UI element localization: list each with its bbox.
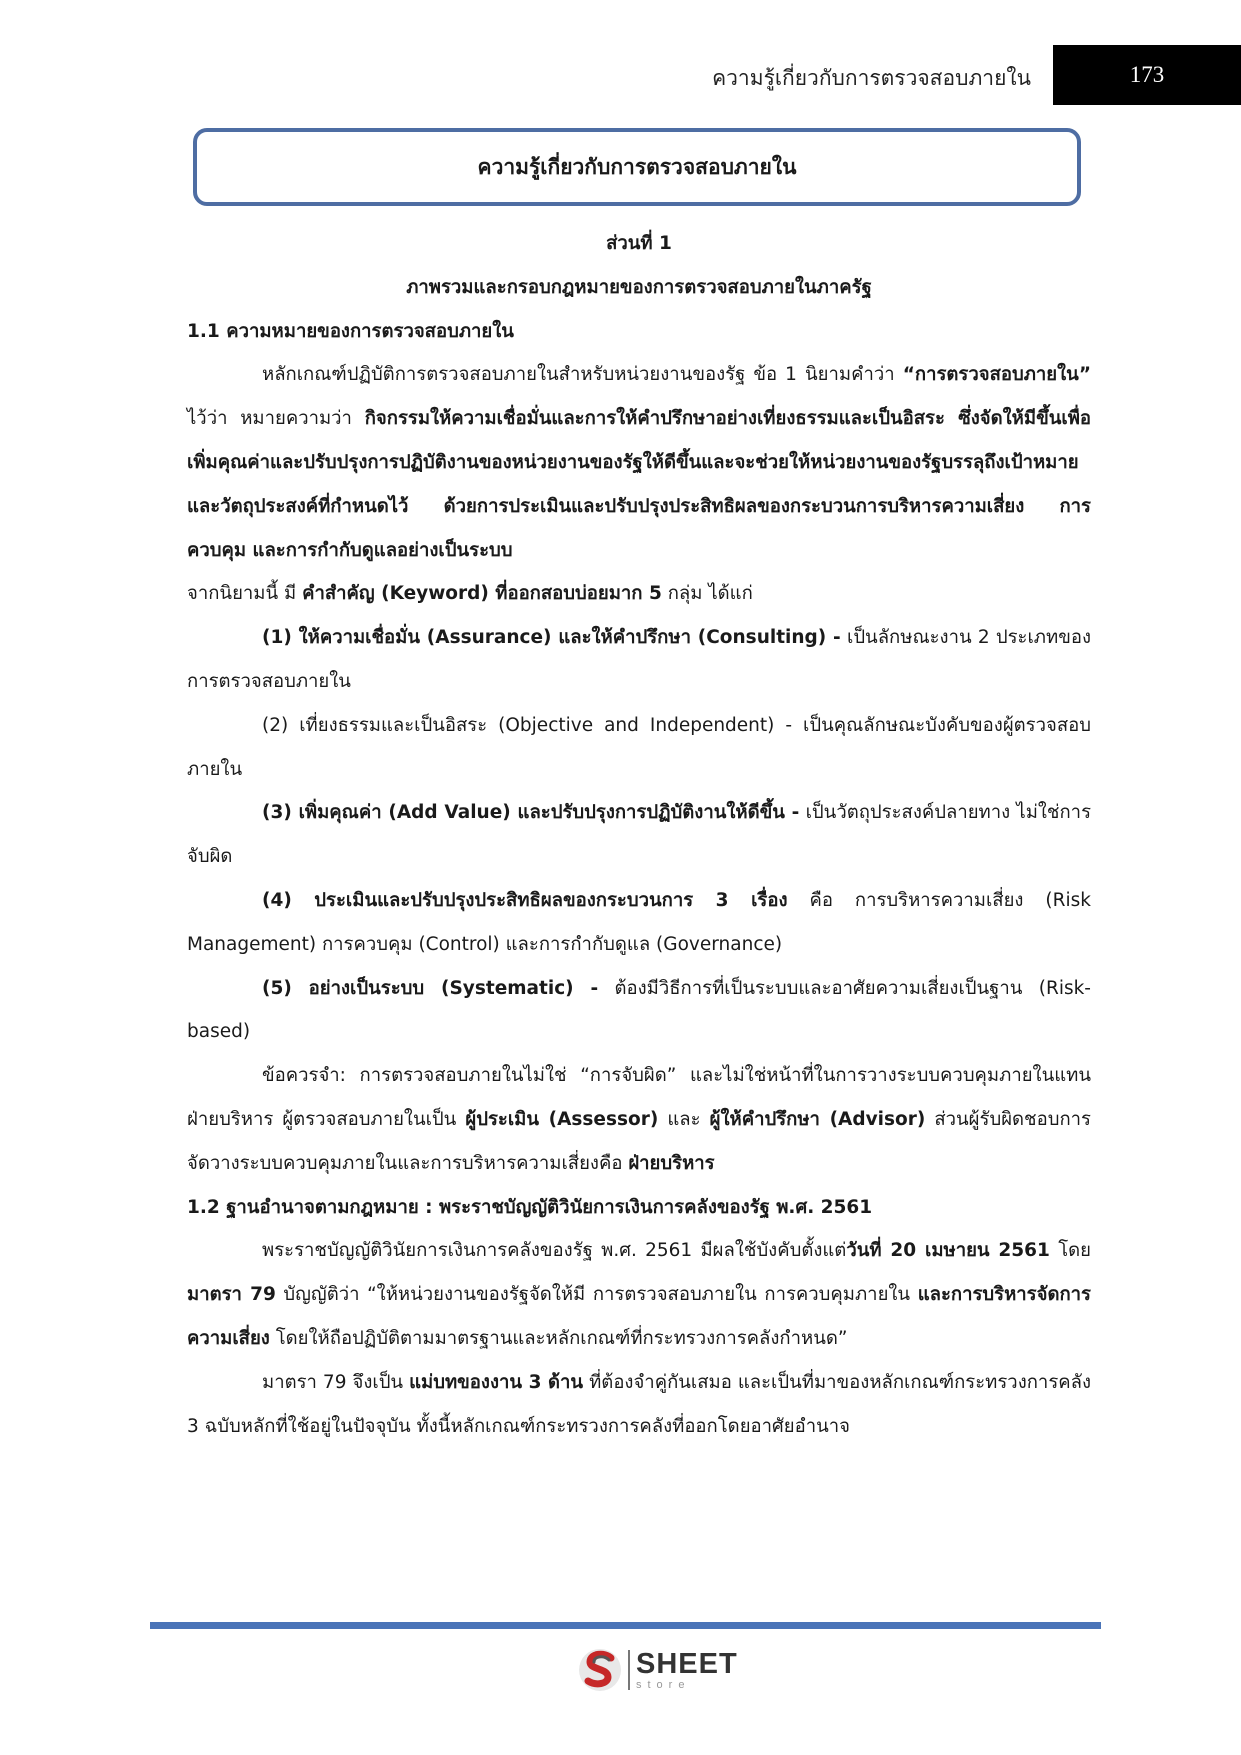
footer-divider (150, 1622, 1101, 1629)
keyword-2 (187, 704, 1091, 792)
page-number: 173 (1053, 45, 1241, 105)
logo-separator (628, 1650, 630, 1690)
text-span: จากนิยามนี้ มี (187, 583, 303, 605)
text-span: มาตรา 79 จึงเป็น (262, 1371, 410, 1393)
text-span: โดยให้ถือปฏิบัติตามมาตรฐานและหลักเกณฑ์ที่กระทรวงการคลังกำหนด” (269, 1327, 848, 1349)
document-body (187, 222, 1091, 1448)
keyword-intro (187, 572, 1091, 616)
bold-span: คำสำคัญ (Keyword) ที่ออกสอบบ่อยมาก 5 (302, 583, 662, 605)
title-box: ความรู้เกี่ยวกับการตรวจสอบภายใน (193, 128, 1081, 206)
bold-span: (4) ประเมินและปรับปรุงประสิทธิผลของกระบวนการ 3 เรื่อง (262, 889, 788, 911)
bold-span: (5) อย่างเป็นระบบ (Systematic) - (262, 977, 599, 999)
header-title: ความรู้เกี่ยวกับการตรวจสอบภายใน (712, 66, 1031, 90)
heading-1-2: 1.2 ฐานอำนาจตามกฎหมาย : พระราชบัญญัติวินัยการเงินการคลังของรัฐ พ.ศ. 2561 (187, 1196, 873, 1218)
text-span: ต้องมีวิธีการที่เป็นระบบและอาศัยความเสี่ยงเป็นฐาน (Risk-based) (187, 977, 1091, 1043)
text-span: (2) เที่ยงธรรมและเป็นอิสระ (Objective and Independent) - เป็นคุณลักษณะบังคับของผู้ตรวจสอบภายใน (187, 714, 1091, 780)
text-span: ไว้ว่า หมายความว่า (187, 408, 365, 430)
section-79-paragraph (187, 1361, 1091, 1449)
bold-span: และการบริหารจัดการความเสี่ยง (187, 1284, 1091, 1349)
s-logo-icon (578, 1646, 622, 1694)
text-span: และ (658, 1108, 710, 1130)
keyword-1 (187, 616, 1091, 704)
text-span: คือ การบริหารความเสี่ยง (Risk Management) การควบคุม (Control) และการกำกับดูแล (Governance) (187, 889, 1091, 955)
bold-span: วันที่ 20 เมษายน 2561 (846, 1240, 1050, 1262)
keyword-3 (187, 791, 1091, 879)
logo-main-text: SHEET (636, 1647, 738, 1680)
heading-1-1: 1.1 ความหมายของการตรวจสอบภายใน (187, 320, 514, 342)
bold-span: “การตรวจสอบภายใน” (902, 364, 1091, 386)
bold-span: (3) เพิ่มคุณค่า (Add Value) และปรับปรุงการปฏิบัติงานให้ดีขึ้น - (262, 802, 800, 824)
text-span: กลุ่ม ได้แก่ (661, 583, 753, 605)
bold-span: ฝ่ายบริหาร (628, 1152, 715, 1174)
text-span: เป็นลักษณะงาน 2 ประเภทของการตรวจสอบภายใน (187, 627, 1091, 692)
bold-span: ผู้ประเมิน (Assessor) (465, 1108, 659, 1130)
keyword-4 (187, 879, 1091, 967)
bold-span: แม่บทของงาน 3 ด้าน (409, 1371, 584, 1393)
bold-span: ผู้ให้คำปรึกษา (Advisor) (709, 1108, 926, 1130)
text-span: บัญญัติว่า “ให้หน่วยงานของรัฐจัดให้มี การตรวจสอบภายใน การควบคุมภายใน (275, 1284, 918, 1306)
keyword-5 (187, 967, 1091, 1055)
definition-paragraph (187, 353, 1091, 572)
note-paragraph (187, 1054, 1091, 1185)
bold-span: มาตรา 79 (187, 1284, 276, 1306)
sheet-store-logo (578, 1646, 738, 1694)
text-span: เป็นวัตถุประสงค์ปลายทาง ไม่ใช่การจับผิด (187, 802, 1092, 868)
law-paragraph (187, 1229, 1091, 1360)
text-span: พระราชบัญญัติวินัยการเงินการคลังของรัฐ พ.ศ. 2561 มีผลใช้บังคับตั้งแต่ (262, 1240, 847, 1262)
section-title: ภาพรวมและกรอบกฎหมายของการตรวจสอบภายในภาครัฐ (406, 276, 872, 298)
text-span: หลักเกณฑ์ปฏิบัติการตรวจสอบภายในสำหรับหน่วยงานของรัฐ ข้อ 1 นิยามคำว่า (262, 364, 903, 386)
bold-span: กิจกรรมให้ความเชื่อมั่นและการให้คำปรึกษาอย่างเที่ยงธรรมและเป็นอิสระ ซึ่งจัดให้มีขึ้นเพื่อเพิ่มคุณค่าและปรับปรุงการปฏิบัติงานของหน่วยงานของรัฐให้ดีขึ้นและจะช่วยให้หน่วยงานของรัฐบรรลุถึงเป้าหมายและวัตถุประสงค์ที่กำหนดไว้ ด้วยการประเมินและปรับปรุงประสิทธิผลของกระบวนการบริหารความเสี่ยง การควบคุม และการกำกับดูแลอย่างเป็นระบบ (187, 408, 1091, 561)
text-span: ส่วนผู้รับผิดชอบการจัดวางระบบควบคุมภายในและการบริหารความเสี่ยงคือ (187, 1108, 1091, 1174)
text-span: โดย (1049, 1240, 1091, 1262)
section-label: ส่วนที่ 1 (606, 233, 672, 254)
text-span: ที่ต้องจำคู่กันเสมอ และเป็นที่มาของหลักเกณฑ์กระทรวงการคลัง 3 ฉบับหลักที่ใช้อยู่ในปัจจุบัน ทั้งนี้หลักเกณฑ์กระทรวงการคลังที่ออกโดยอาศัยอำนาจ (187, 1371, 1092, 1437)
text-span: ข้อควรจำ: การตรวจสอบภายในไม่ใช่ “การจับผิด” และไม่ใช่หน้าที่ในการวางระบบควบคุมภายในแทนฝ่ายบริหาร ผู้ตรวจสอบภายในเป็น (187, 1065, 1091, 1130)
bold-span: (1) ให้ความเชื่อมั่น (Assurance) และให้คำปรึกษา (Consulting) - (262, 627, 841, 649)
logo-sub-text: store (636, 1678, 691, 1691)
